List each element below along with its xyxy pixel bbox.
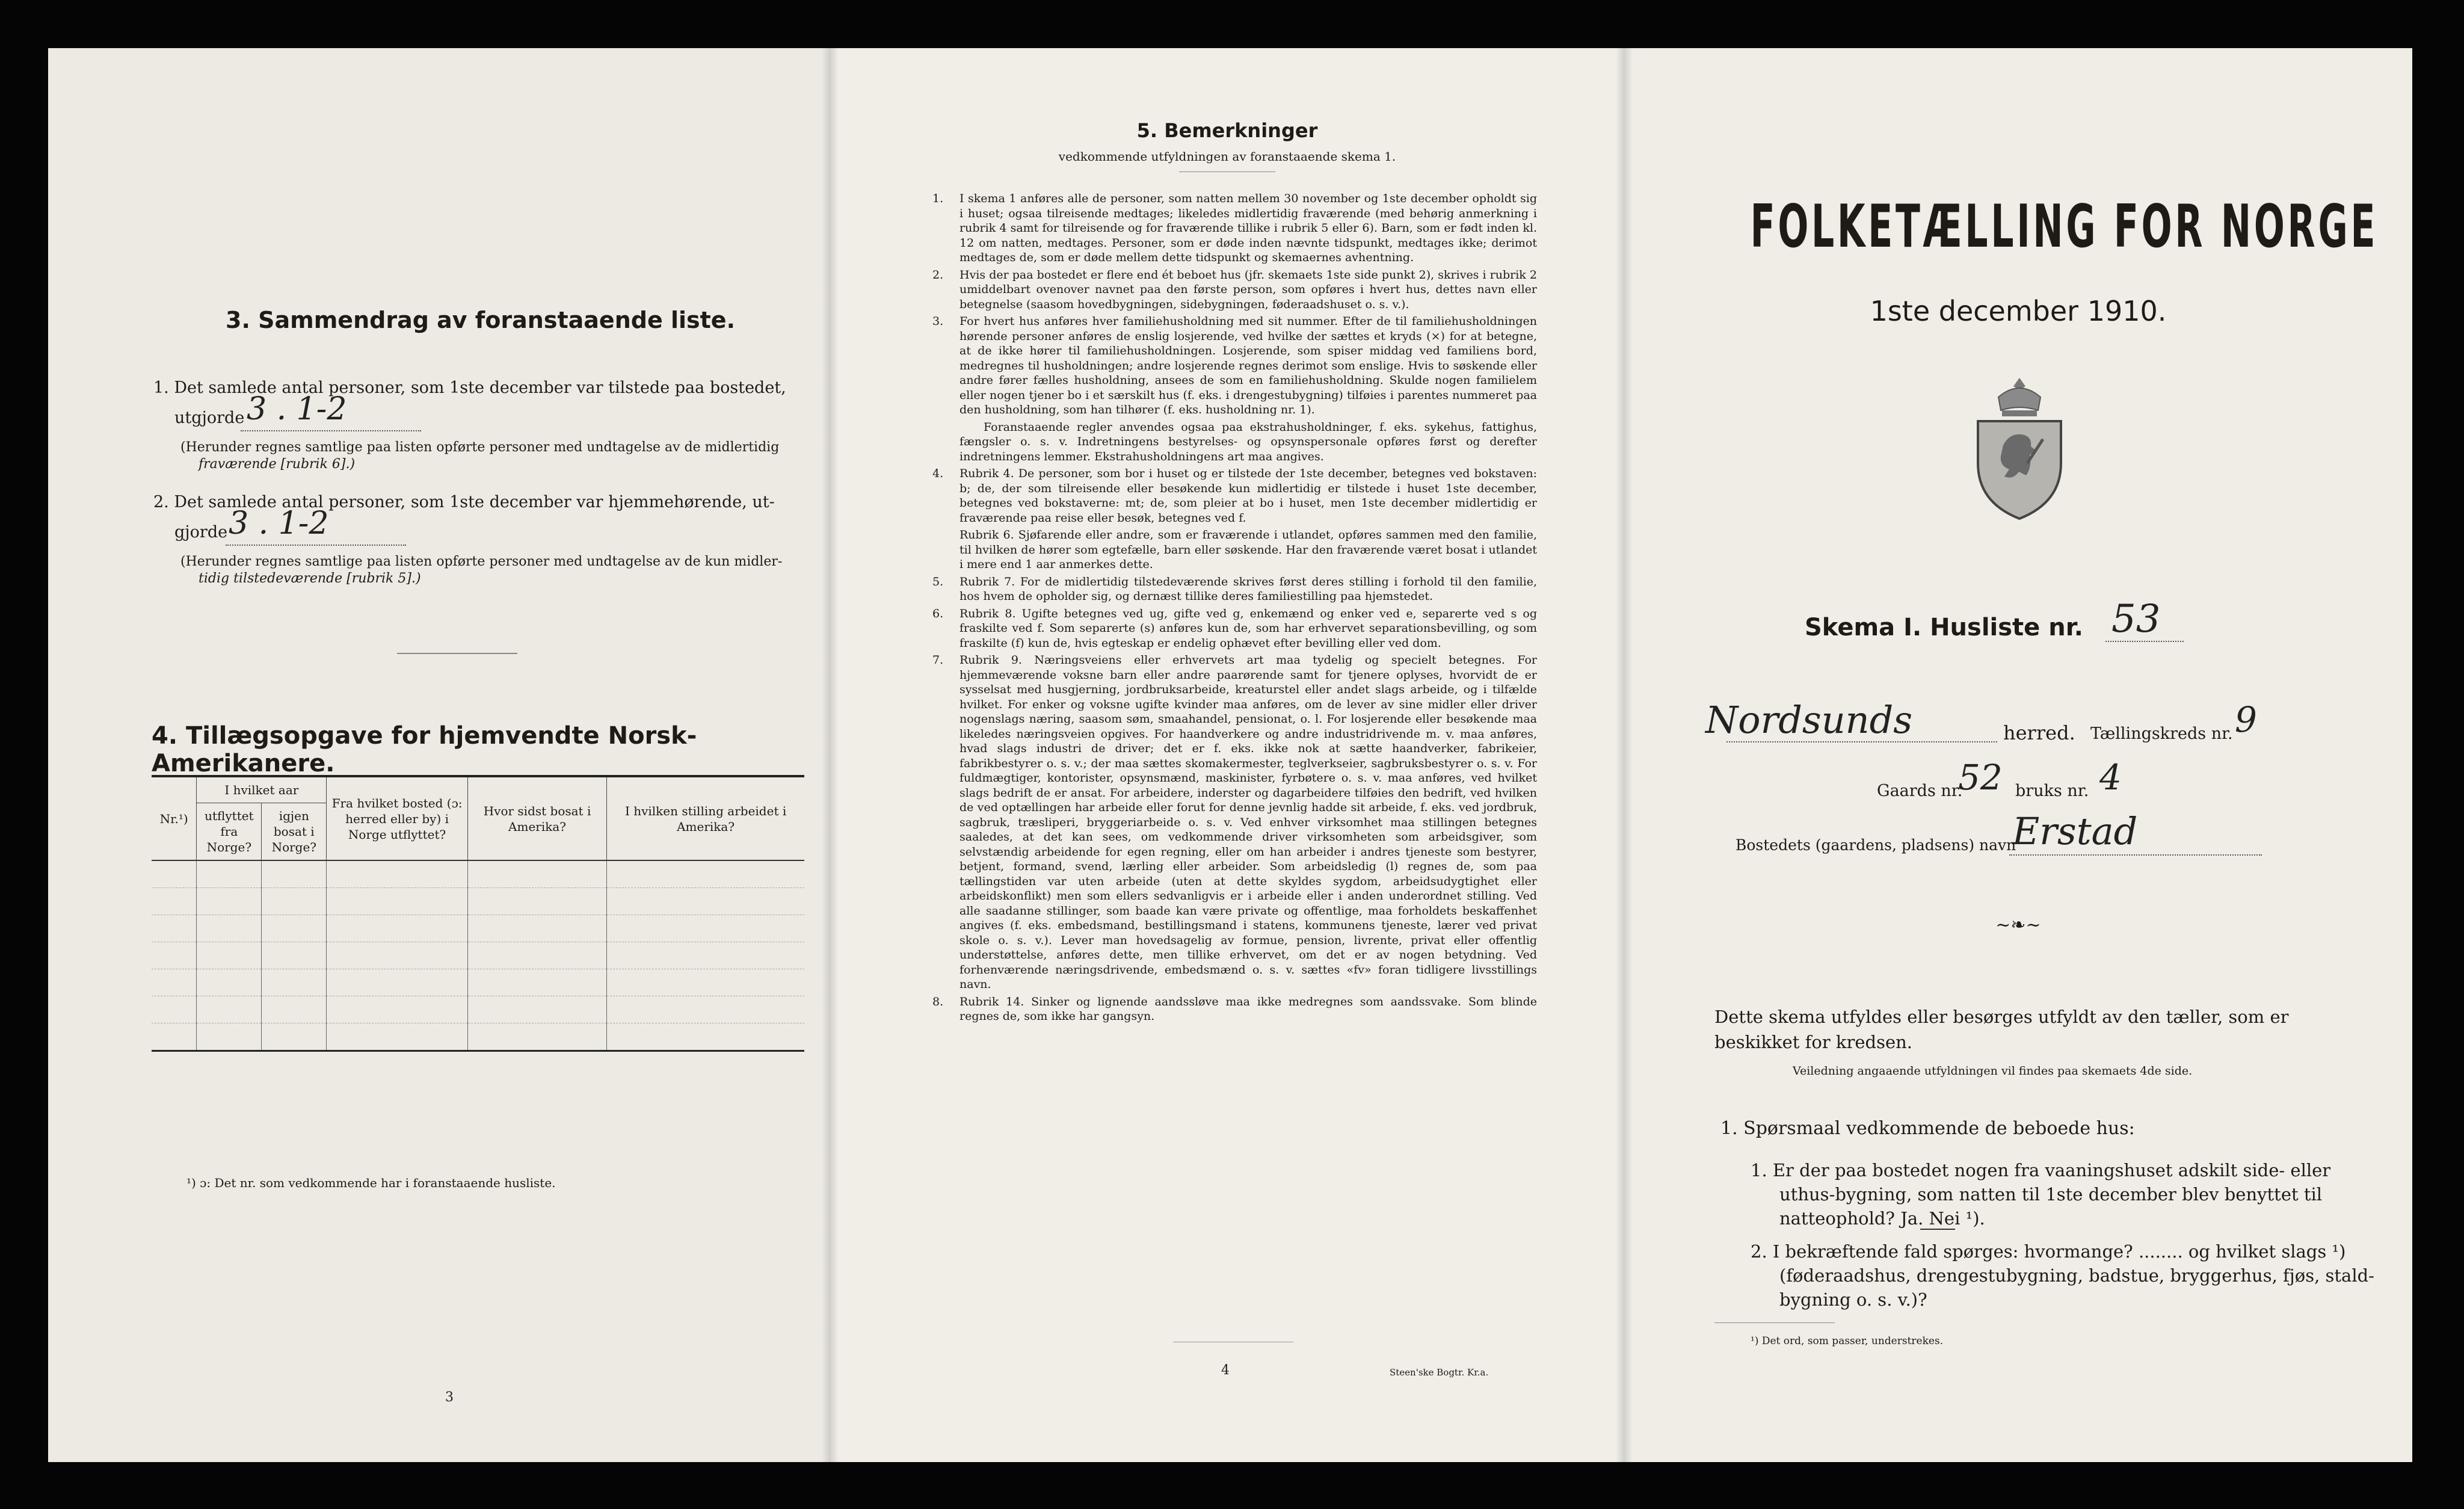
remark-text: For hvert hus anføres hver familiehusholdning med sit nummer. Efter de til familiehusholdningen hørende personer anføres de enslig losjerende, ved hvilke der sættes et kryds (×) for at betegne, at de ikke hører til familiehusholdningen. Losjerende, som spiser middag ved familiens bord, medregnes til husholdningen; andre losjerende regnes derimot som enslige. Hvis to søskende eller andre fører fælles husholdning, ansees de som en familiehusholdning. Skulde nogen familielem eller nogen tjener bo i et særskilt hus (f. eks. i drengestubygning) tilføies i parentes nummeret paa den husholdning, som han tilhører (f. eks. husholdning nr. 1). <box>959 315 1537 416</box>
herred-line <box>1726 741 1997 742</box>
bosted-handwritten: Erstad <box>2012 809 2138 853</box>
section-4-title: 4. Tillægsopgave for hjemvendte Norsk-Amerikanere. <box>152 722 697 777</box>
remark-item <box>932 268 1537 312</box>
table-row <box>152 915 804 942</box>
page-fold-shadow <box>830 48 839 1462</box>
bruks-label: bruks nr. <box>2015 782 2089 800</box>
divider <box>1714 1322 1835 1323</box>
gaards-nr-handwritten: 52 <box>1958 757 2003 798</box>
footnote: ¹) Det ord, som passer, understrekes. <box>1751 1335 1944 1347</box>
remarks-title: 5. Bemerkninger <box>1136 119 1318 142</box>
th-i-hvilket-aar: I hvilket aar <box>197 776 327 803</box>
remarks-list <box>932 191 1537 1026</box>
page-fold-shadow <box>822 48 830 1462</box>
remark-number: 5. <box>932 575 944 588</box>
remark-item <box>932 314 1537 418</box>
remark-item <box>932 528 1537 572</box>
coat-of-arms-icon <box>1967 373 2072 523</box>
q1-line-1: 1. Er der paa bostedet nogen fra vaaningshuset adskilt side- eller <box>1751 1160 2331 1180</box>
q1-line-2: uthus-bygning, som natten til 1ste december blev benyttet til <box>1779 1184 2323 1205</box>
remark-text: Rubrik 6. Sjøfarende eller andre, som er fraværende i utlandet, opføres sammen med den familie, til hvilken de hører som egtefælle, barn eller søskende. Har den fraværende været bosat i utlandet i mere end 1 aar anmerkes dette. <box>959 528 1537 571</box>
q2-fill-line <box>226 545 406 546</box>
remarks-subtitle: vedkommende utfyldningen av foranstaaende skema 1. <box>1058 149 1396 164</box>
divider <box>1179 171 1275 172</box>
remark-number: 1. <box>932 192 944 205</box>
herred-label: herred. <box>2003 721 2075 744</box>
ornament-icon: ~❧~ <box>1995 915 2041 936</box>
q1-note-1: (Herunder regnes samtlige paa listen opførte personer med undtagelse av de midlertidig <box>180 440 780 455</box>
page-3 <box>48 48 830 1462</box>
table-footnote: ¹) ɔ: Det nr. som vedkommende har i foranstaaende husliste. <box>186 1176 556 1190</box>
gaards-label: Gaards nr. <box>1877 782 1963 800</box>
remark-item <box>932 420 1537 464</box>
th-igjen-bosat: igjen bosat i Norge? <box>262 803 327 861</box>
q2-line-1: 2. I bekræftende fald spørges: hvormange? ........ og hvilket slags ¹) <box>1751 1241 2346 1262</box>
q2-text: 2. Det samlede antal personer, som 1ste december var hjemmehørende, ut- <box>153 493 775 511</box>
remark-number: 7. <box>932 653 944 667</box>
page-number: 4 <box>1221 1363 1230 1378</box>
remark-item <box>932 995 1537 1024</box>
census-title: FOLKETÆLLING FOR NORGE <box>1750 193 2379 261</box>
remark-text: Rubrik 7. For de midlertidig tilstedeværende skrives først deres stilling i forhold til den familie, hos hvem de opholder sig, og dernæst tillike deres familiestilling paa hjemstedet. <box>959 575 1537 603</box>
instruction-note: Veiledning angaaende utfyldningen vil findes paa skemaets 4de side. <box>1793 1064 2193 1078</box>
q2-handwritten-value: 3 . 1-2 <box>229 505 329 542</box>
remark-number: 6. <box>932 606 944 620</box>
instruction-line-2: beskikket for kredsen. <box>1714 1032 1913 1052</box>
table-row <box>152 888 804 915</box>
table-row <box>152 996 804 1023</box>
husliste-nr-handwritten: 53 <box>2111 597 2161 641</box>
remark-number: 3. <box>932 315 944 328</box>
divider <box>397 653 517 654</box>
q1-note-2: fraværende [rubrik 6].) <box>199 457 356 472</box>
th-hvor-sidst-bosat: Hvor sidst bosat i Amerika? <box>467 776 606 860</box>
remark-number: 4. <box>932 467 944 480</box>
table-row <box>152 860 804 888</box>
th-utflyttet: utflyttet fra Norge? <box>197 803 262 861</box>
page-fold-shadow <box>1624 48 1633 1462</box>
bosted-label: Bostedets (gaardens, pladsens) navn <box>1736 836 2016 854</box>
kreds-nr-handwritten: 9 <box>2235 699 2257 740</box>
remark-text: Rubrik 8. Ugifte betegnes ved ug, gifte ved g, enkemænd og enker ved e, separerte ved s og fraskilte ved f. Som separerte (s) anføres kun de, som har erhvervet separationsbevilling, og som fraskilte (f) kun de, hvis egteskap er endelig ophævet efter bevilling eller ved dom. <box>959 606 1537 650</box>
remark-item <box>932 653 1537 992</box>
page-number: 3 <box>445 1390 454 1405</box>
remark-item <box>932 606 1537 651</box>
kreds-label: Tællingskreds nr. <box>2090 724 2233 743</box>
skema-label: Skema I. Husliste nr. <box>1805 614 2083 641</box>
husliste-nr-line <box>2105 641 2184 642</box>
q2-note-2: tidig tilstedeværende [rubrik 5].) <box>199 571 421 586</box>
remark-item <box>932 191 1537 265</box>
remark-number: 8. <box>932 995 944 1008</box>
questions-heading: 1. Spørsmaal vedkommende de beboede hus: <box>1720 1118 2135 1139</box>
th-fra-hvilket-bosted: Fra hvilket bosted (ɔ: herred eller by) i Norge utflyttet? <box>327 776 468 860</box>
q2-line-3: bygning o. s. v.)? <box>1779 1289 1927 1310</box>
table-row <box>152 942 804 969</box>
printer-imprint: Steen'ske Bogtr. Kr.a. <box>1390 1367 1489 1378</box>
remark-item <box>932 575 1537 604</box>
remark-text: I skema 1 anføres alle de personer, som natten mellem 30 november og 1ste december opholdt sig i huset; ogsaa tilreisende medtages; likeledes midlertidig fraværende (med behørig anmerkning i rubrik 4 samt for tilreisende og for fraværende tillike i rubrik 5 eller 6). Barn, som er født inden kl. 12 om natten, medtages. Personer, som er døde inden nævnte tidspunkt, medtages ikke; derimot medtages de, som er døde mellem dette tidspunkt og skemaernes avhentning. <box>959 192 1537 264</box>
nei-underline <box>1920 1229 1955 1230</box>
remark-text: Rubrik 9. Næringsveiens eller erhvervets art maa tydelig og specielt betegnes. For hjemmeværende voksne barn eller andre paarørende samt for tjenere oplyses, hvorvidt de er sysselsat med husgjerning, jordbruksarbeide, kreaturstel eller andet slags arbeide, og i tilfælde hvilket. For enker og voksne ugifte kvinder maa anføres, om de lever av sine midler eller driver nogenslags næring, saasom søm, smaahandel, pensionat, o. l. For losjerende eller besøkende maa likeledes næringsveien opgives. For haandverkere og andre industridrivende m. v. maa anføres, hvad slags industri de driver; det er f. eks. ikke nok at sætte haandverker, fabrikeier, fabrikbestyrer o. s. v.; der maa sættes skomakermester, teglverkseier, sagbruksbestyrer o. s. v. For fuldmægtiger, kontorister, opsynsmænd, maskinister, fyrbøtere o. s. v. maa anføres, ved hvilket slags bedrift de er ansat. For arbeidere, inderster og dagarbeidere tilføies den bedrift, ved hvilken de ved optællingen har arbeide eller forut for denne jevnlig hadde sit arbeide, f. eks. ved jordbruk, sagbruk, træsliperi, bryggeriarbeide o. s. v. Ved enhver virksomhet maa stillingen betegnes saaledes, at det kan sees, om vedkommende driver virksomheten som arbeidsgiver, som selvstændig arbeidende for egen regning, eller om han arbeider i andres tjeneste som bestyrer, betjent, formand, svend, lærling eller arbeider. Som arbeidsledig (l) regnes de, som paa tællingstiden var uten arbeide (uten at dette skyldes sygdom, arbeidsudygtighet eller arbeidskonflikt) men som ellers sedvanligvis er i arbeide eller i anden underordnet stilling. Ved alle saadanne stillinger, som baade kan være private og offentlige, maa forholdets beskaffenhet angives (f. eks. embedsmand, bestillingsmand i statens, kommunens tjeneste, lærer ved privat skole o. s. v.). Lever man hovedsagelig av formue, pension, livrente, privat eller offentlig understøttelse, anføres dette, men tillike erhvervet, om det er av nogen betydning. Ved forhenværende næringsdrivende, embedsmænd o. s. v. sættes «fv» foran tidligere livsstillings navn. <box>959 653 1537 991</box>
remark-item <box>932 466 1537 525</box>
remark-text: Rubrik 14. Sinker og lignende aandssløve maa ikke medregnes som aandssvake. Som blinde regnes de, som ikke har gangsyn. <box>959 995 1537 1023</box>
remark-number: 2. <box>932 268 944 282</box>
remark-text: Rubrik 4. De personer, som bor i huset og er tilstede der 1ste december, betegnes ved bokstaven: b; de, der som tilreisende eller besøkende kun midlertidig er tilstede i huset 1ste december, betegnes ved bokstaverne: mt; de, som pleier at bo i huset, men 1ste december midlertidig er fraværende paa reise eller besøk, betegnes ved f. <box>959 467 1537 525</box>
table-row <box>152 1023 804 1051</box>
q1-prefix: utgjorde <box>174 409 245 427</box>
q1-text: 1. Det samlede antal personer, som 1ste december var tilstede paa bostedet, <box>153 378 786 397</box>
th-stilling: I hvilken stilling arbeidet i Amerika? <box>607 776 804 860</box>
page-fold-shadow <box>1616 48 1624 1462</box>
remark-text: Hvis der paa bostedet er flere end ét beboet hus (jfr. skemaets 1ste side punkt 2), skrives i rubrik 2 umiddelbart ovenover navnet paa den første person, som opføres i hvert hus, dettes navn eller betegnelse (saasom hovedbygningen, sidebygningen, føderaadshuset o. s. v.). <box>959 268 1537 311</box>
q2-note-1: (Herunder regnes samtlige paa listen opførte personer med undtagelse av de kun midler- <box>180 554 783 569</box>
bruks-nr-handwritten: 4 <box>2099 757 2122 798</box>
page-1 <box>1624 48 2412 1462</box>
th-nr: Nr.¹) <box>152 776 197 860</box>
norsk-amerikanere-table <box>152 775 804 1052</box>
q1-fill-line <box>241 430 421 431</box>
section-3-title: 3. Sammendrag av foranstaaende liste. <box>226 307 736 333</box>
remark-text: Foranstaaende regler anvendes ogsaa paa ekstrahusholdninger, f. eks. sykehus, fattighus, fængsler o. s. v. Indretningens bestyrelses- og opsynspersonale opføres først og derefter indretningens lemmer. Ekstrahusholdningens art maa angives. <box>959 420 1537 463</box>
herred-handwritten: Nordsunds <box>1705 698 1913 742</box>
page-4 <box>830 48 1624 1462</box>
q1-handwritten-value: 3 . 1-2 <box>247 391 347 427</box>
q2-line-2: (føderaadshus, drengestubygning, badstue, bryggerhus, fjøs, stald- <box>1779 1265 2374 1286</box>
q1-line-3: natteophold? Ja. Nei ¹). <box>1779 1208 1985 1229</box>
instruction-line-1: Dette skema utfyldes eller besørges utfyldt av den tæller, som er <box>1714 1007 2289 1027</box>
census-date: 1ste december 1910. <box>1870 295 2167 327</box>
q2-prefix: gjorde <box>174 523 228 542</box>
table-row <box>152 969 804 996</box>
bosted-line <box>2009 854 2262 856</box>
